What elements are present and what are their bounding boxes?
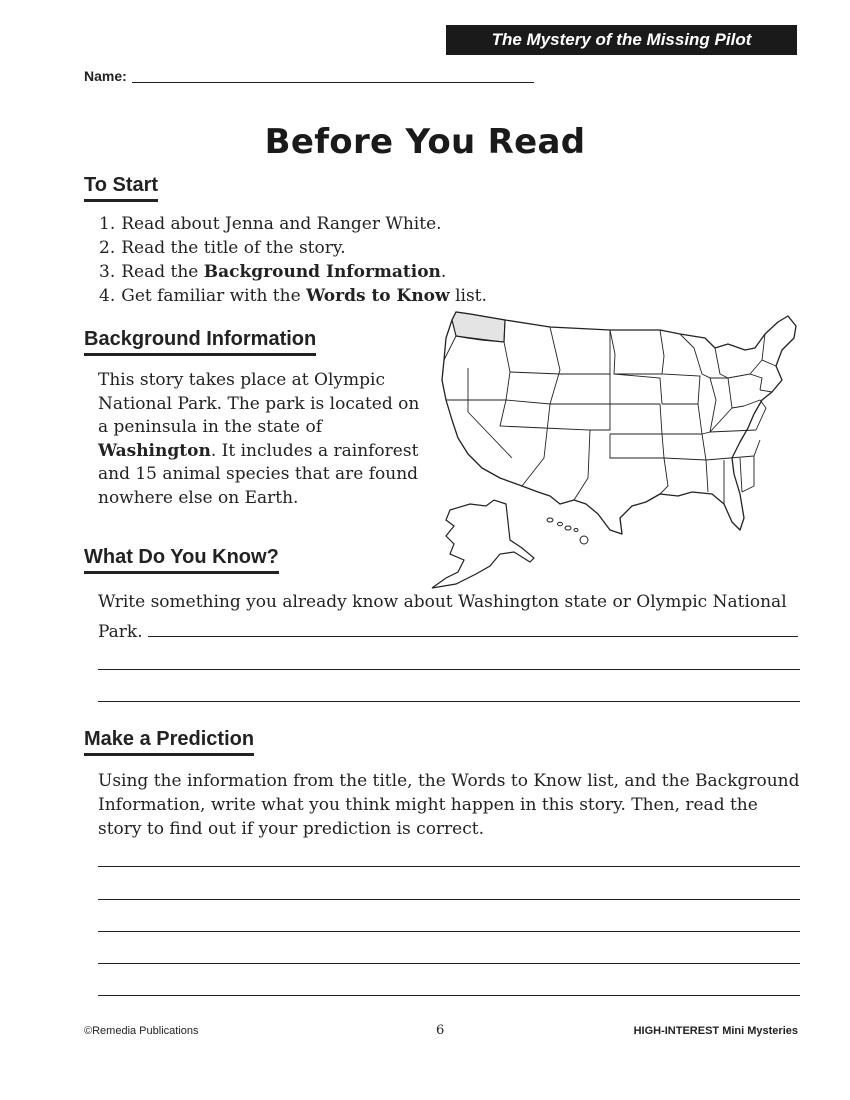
prompt-line-1: Write something you already know about Washington state or Olympic National [98,592,787,612]
banner-title: The Mystery of the Missing Pilot [491,30,752,49]
background-heading: Background Information [84,328,316,356]
background-text-state: Washington [98,440,211,461]
to-start-heading: To Start [84,174,158,202]
prediction-prompt: Using the information from the title, the Words to Know list, and the Background Information, write what you think might happen in this story. Then, read the story to find out if your prediction is correct. [98,771,800,839]
alaska [432,500,534,588]
series-banner [446,25,797,55]
footer-series: HIGH-INTEREST Mini Mysteries [633,1025,798,1037]
step-text-bold: Background Information [203,262,441,282]
step-text: Get familiar with the [121,286,307,306]
step-number: 3. [99,262,116,282]
prediction-answer-line[interactable] [98,995,800,996]
step-text: Read the [121,262,204,282]
step-number: 4. [99,286,116,306]
prediction-answer-line[interactable] [98,899,800,900]
background-text-part: . It includes a rainforest and 15 animal species that are found nowhere else on Earth. [98,440,419,508]
what-do-you-know-heading: What Do You Know? [84,546,279,574]
prediction-answer-line[interactable] [98,963,800,964]
footer-publisher: ©Remedia Publications [84,1025,199,1037]
answer-line[interactable] [148,622,798,637]
to-start-step [99,260,487,284]
background-text [98,369,428,510]
step-text: Read about Jenna and Ranger White. [121,214,442,234]
prompt-line-2: Park. [98,622,143,642]
answer-line[interactable] [98,669,800,670]
step-text-bold: Words to Know [306,286,450,306]
name-label: Name: [84,68,127,84]
to-start-steps [99,212,487,308]
step-number: 2. [99,238,116,258]
to-start-step [99,212,487,236]
page-title: Before You Read [264,122,586,162]
name-field[interactable] [84,66,534,86]
step-number: 1. [99,214,116,234]
make-a-prediction-heading: Make a Prediction [84,728,254,756]
name-writing-line[interactable] [132,82,534,83]
answer-line[interactable] [98,701,800,702]
step-text: list. [449,286,487,306]
to-start-step [99,284,487,308]
prediction-answer-line[interactable] [98,866,800,867]
prediction-answer-line[interactable] [98,931,800,932]
page-number: 6 [436,1023,445,1038]
step-text: . [440,262,447,282]
to-start-step [99,236,487,260]
us-map [410,308,810,590]
background-text-part: This story takes place at Olympic National Park. The park is located on a peninsula in the state of [98,370,420,437]
what-do-you-know-prompt [98,587,803,647]
step-text: Read the title of the story. [121,238,346,258]
